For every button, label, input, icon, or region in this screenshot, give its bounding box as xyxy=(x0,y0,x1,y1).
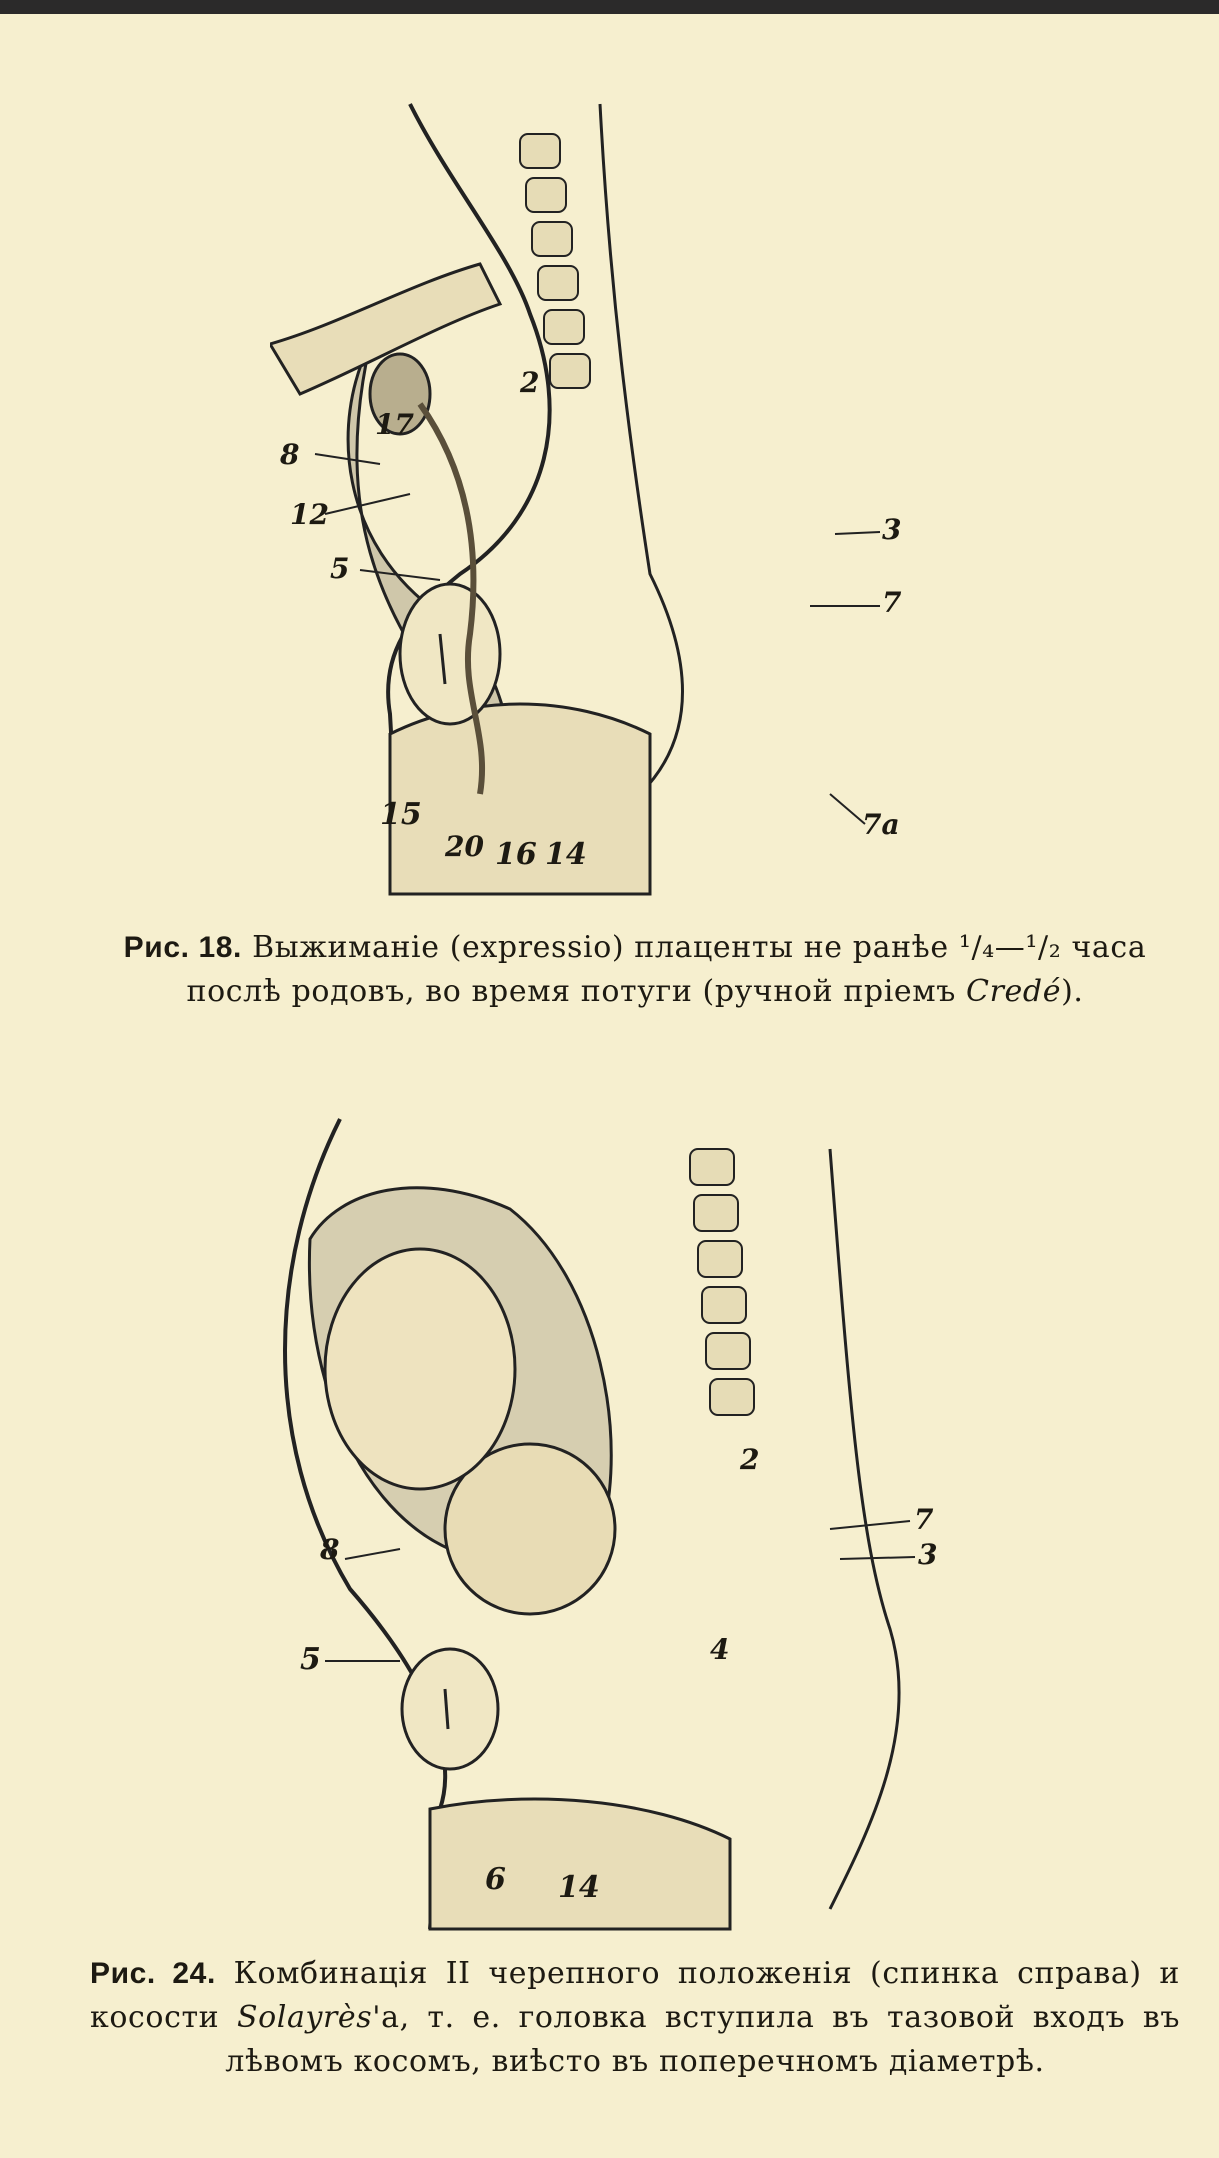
fig18-label-12: 12 xyxy=(290,498,329,531)
fig18-label-7: 7 xyxy=(882,586,902,619)
figure-24-drawing xyxy=(270,1109,970,1939)
figure-18-caption-text: Выжиманіе (expressio) плаценты не ранѣе ¹/₄—¹/₂ часа послѣ родовъ, во время потуги (ручной пріемъ xyxy=(186,930,1147,1009)
figure-24-caption-italic: Solayrès xyxy=(236,2000,373,2035)
figure-24-number: Рис. 24. xyxy=(90,1957,216,1990)
fig18-label-7a: 7a xyxy=(862,808,900,841)
fig18-label-16: 16 xyxy=(495,837,537,872)
fig24-label-2: 2 xyxy=(740,1443,760,1476)
fig18-label-15: 15 xyxy=(380,797,422,832)
figure-18-illustration xyxy=(270,94,930,914)
figure-24-caption-text-a: Комбинація II черепного положенія (спинка справа) и косости xyxy=(90,1956,1180,2035)
fig18-label-5: 5 xyxy=(330,552,350,585)
book-page xyxy=(0,14,1219,2158)
figure-24-caption xyxy=(90,1952,1180,2084)
fig24-label-8: 8 xyxy=(320,1533,340,1566)
fig18-label-8: 8 xyxy=(280,438,300,471)
fig24-label-5: 5 xyxy=(300,1642,321,1677)
fig18-label-2: 2 xyxy=(520,366,540,399)
fig24-label-14: 14 xyxy=(558,1870,600,1905)
fig24-label-4: 4 xyxy=(710,1633,730,1666)
figure-24-caption-text-b: 'а, т. е. головка вступила въ тазовой входъ въ лѣвомъ косомъ, виѣсто въ поперечномъ діаметрѣ. xyxy=(225,2000,1181,2079)
fig24-label-3: 3 xyxy=(918,1538,938,1571)
figure-18-drawing xyxy=(270,94,930,914)
scan-edge xyxy=(0,0,1219,14)
figure-18-caption xyxy=(90,926,1180,1014)
fig18-label-20: 20 xyxy=(445,830,484,863)
fig18-label-17: 17 xyxy=(375,408,414,441)
fig18-label-3: 3 xyxy=(882,513,902,546)
figure-18-caption-italic: Credé xyxy=(966,974,1062,1009)
figure-18-caption-end: ). xyxy=(1061,974,1084,1009)
fig24-label-6: 6 xyxy=(485,1862,506,1897)
fig24-label-7: 7 xyxy=(914,1503,934,1536)
figure-24-illustration xyxy=(270,1109,970,1939)
fig18-label-14: 14 xyxy=(545,837,587,872)
figure-18-number: Рис. 18. xyxy=(123,931,242,964)
